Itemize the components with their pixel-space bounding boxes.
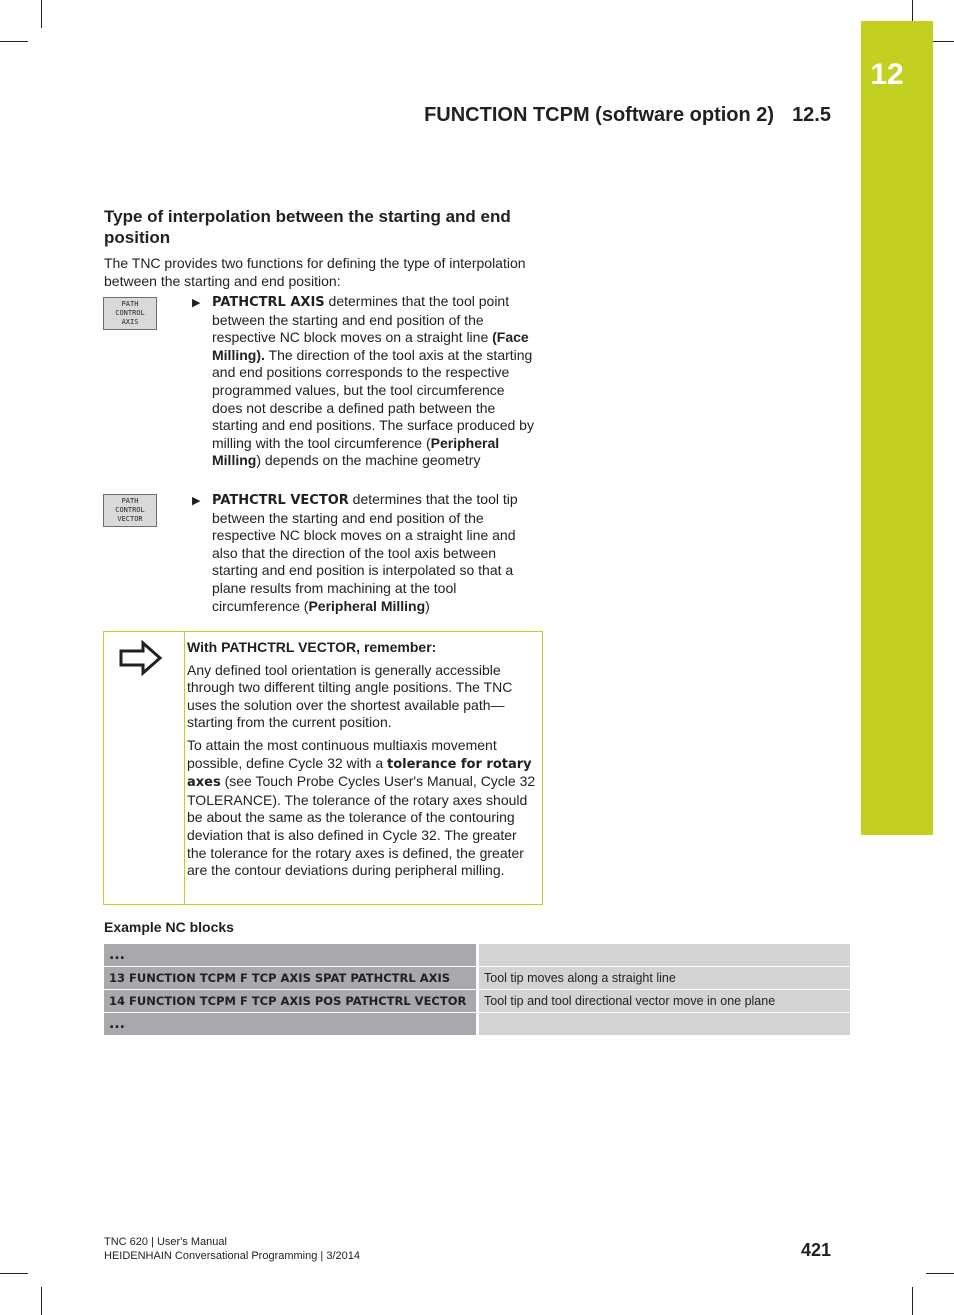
bullet-triangle-icon: ▶ xyxy=(192,495,201,507)
item-pathctrl-axis xyxy=(212,293,536,470)
note-bold: tolerance for rotary axes xyxy=(187,756,532,791)
item-bold: Peripheral Milling xyxy=(308,597,426,614)
item-text: determines that the tool tip between the starting and end position of the respective NC block moves on a straight line and also that the direction of the tool axis between starting and end position is interpolated so that a plane results from machining at the tool circumference ( xyxy=(212,491,518,614)
running-head-section: 12.5 xyxy=(792,104,831,126)
crop-mark xyxy=(41,0,42,28)
note-divider xyxy=(184,631,185,905)
footer-line: HEIDENHAIN Conversational Programming | 3/2014 xyxy=(104,1250,360,1262)
footer-line: TNC 620 | User's Manual xyxy=(104,1236,227,1248)
table-row xyxy=(104,1013,850,1035)
softkey-line: CONTROL xyxy=(115,506,145,514)
note-paragraph: Any defined tool orientation is generally accessible through two different tilting angle positions. The TNC uses the solution over the shortest available path—starting from the current position. xyxy=(187,661,513,731)
crop-mark xyxy=(41,1287,42,1315)
intro-paragraph: The TNC provides two functions for defining the type of interpolation between the starting and end position: xyxy=(104,255,526,289)
note-text xyxy=(187,639,537,885)
crop-mark xyxy=(926,1273,954,1274)
crop-mark xyxy=(912,1287,913,1315)
softkey-line: PATH xyxy=(121,497,139,505)
note-title: With PATHCTRL VECTOR, remember: xyxy=(187,639,437,655)
nc-code-cell: 13 FUNCTION TCPM F TCP AXIS SPAT PATHCTRL AXIS xyxy=(104,967,479,989)
nc-code-cell: ... xyxy=(104,944,479,966)
arrow-right-icon xyxy=(119,640,163,676)
note-text-span: To attain the most continuous multiaxis movement possible, define Cycle 32 with a xyxy=(187,736,497,771)
softkey-line: PATH xyxy=(121,300,139,308)
running-head xyxy=(424,104,831,127)
item-keyword: PATHCTRL VECTOR xyxy=(212,493,349,508)
page-number: 421 xyxy=(800,1240,831,1260)
softkey-line: CONTROL xyxy=(115,309,145,317)
item-text: ) xyxy=(425,597,430,614)
nc-code-cell: 14 FUNCTION TCPM F TCP AXIS POS PATHCTRL VECTOR xyxy=(104,990,479,1012)
nc-table xyxy=(104,943,850,1036)
chapter-tab xyxy=(861,21,933,835)
crop-mark xyxy=(0,1273,28,1274)
item-text: The direction of the tool axis at the starting and end positions corresponds to the respective programmed values, but the tool circumference does not describe a defined path between the starting and end positions. The surface produced by milling with the tool circumference ( xyxy=(212,346,534,451)
chapter-number: 12 xyxy=(870,58,904,91)
table-row xyxy=(104,990,850,1012)
table-row xyxy=(104,944,850,966)
nc-code-cell: ... xyxy=(104,1013,479,1035)
item-bold: Peripheral Milling xyxy=(212,434,500,469)
bullet-triangle-icon: ▶ xyxy=(192,297,201,309)
softkey-line: VECTOR xyxy=(117,515,143,523)
softkey-path-control-vector[interactable] xyxy=(103,494,157,527)
nc-desc-cell xyxy=(479,1013,850,1035)
item-pathctrl-vector xyxy=(212,491,536,615)
item-keyword: PATHCTRL AXIS xyxy=(212,295,325,310)
example-label: Example NC blocks xyxy=(104,919,234,935)
softkey-line: AXIS xyxy=(121,318,139,326)
note-text-span: (see Touch Probe Cycles User's Manual, Cycle 32 TOLERANCE). The tolerance of the rotary axes should be about the same as the tolerance of the contouring deviation that is also defined in Cycle 32. The greater the tolerance for the rotary axes is defined, the greater are the contour deviations during peripheral milling. xyxy=(187,773,536,879)
note-paragraph xyxy=(187,737,537,880)
footer xyxy=(104,1235,360,1263)
crop-mark xyxy=(0,41,28,42)
item-text: ) depends on the machine geometry xyxy=(256,452,481,469)
item-bold: (Face Milling). xyxy=(212,329,529,363)
table-row xyxy=(104,967,850,989)
softkey-path-control-axis[interactable] xyxy=(103,297,157,330)
section-title: Type of interpolation between the starting and end position xyxy=(104,207,511,247)
nc-desc-cell: Tool tip moves along a straight line xyxy=(479,967,850,989)
nc-desc-cell: Tool tip and tool directional vector move in one plane xyxy=(479,990,850,1012)
item-text: determines that the tool point between the starting and end position of the respective NC block moves on a straight line xyxy=(212,293,510,346)
nc-desc-cell xyxy=(479,944,850,966)
running-head-title: FUNCTION TCPM (software option 2) xyxy=(424,104,775,126)
